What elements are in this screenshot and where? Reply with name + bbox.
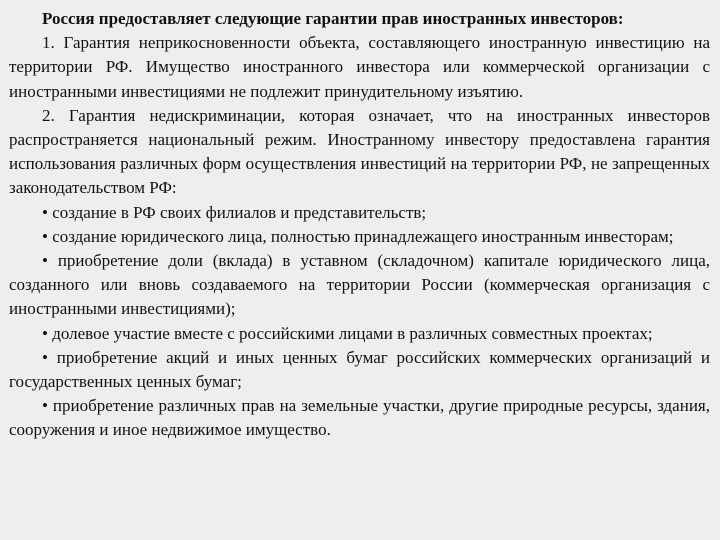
- list-item-securities: • приобретение акций и иных ценных бумаг российских коммерческих организаций и государственных ценных бумаг;: [9, 347, 710, 392]
- list-item-branches: • создание в РФ своих филиалов и представительств;: [42, 202, 427, 222]
- paragraph-guarantee-inviolability: 1. Гарантия неприкосновенности объекта, составляющего иностранную инвестицию на территории РФ. Имущество иностранного инвестора или коммерческой организации с иностранными инвестициями не подлежит принудительному изъятию.: [9, 33, 710, 101]
- document-heading: Россия предоставляет следующие гарантии прав иностранных инвесторов:: [42, 9, 624, 28]
- list-item-property-rights: • приобретение различных прав на земельные участки, другие природные ресурсы, здания, сооружения и иное недвижимое имущество.: [9, 396, 710, 440]
- list-item-joint-projects: • долевое участие вместе с российскими лицами в различных совместных проектах;: [42, 323, 653, 343]
- paragraph-guarantee-nondiscrimination: 2. Гарантия недискриминации, которая означает, что на иностранных инвесторов распространяется национальный режим. Иностранному инвестору предоставлена гарантия использования различных форм осуществления инвестиций на территории РФ, не запрещенных законодательством РФ:: [9, 105, 710, 198]
- list-item-legal-entity: • создание юридического лица, полностью принадлежащего иностранным инвесторам;: [42, 226, 674, 246]
- list-item-share-acquisition: • приобретение доли (вклада) в уставном (складочном) капитале юридического лица, созданного или вновь создаваемого на территории России (коммерческая организация с иностранными инвестициями);: [9, 251, 710, 319]
